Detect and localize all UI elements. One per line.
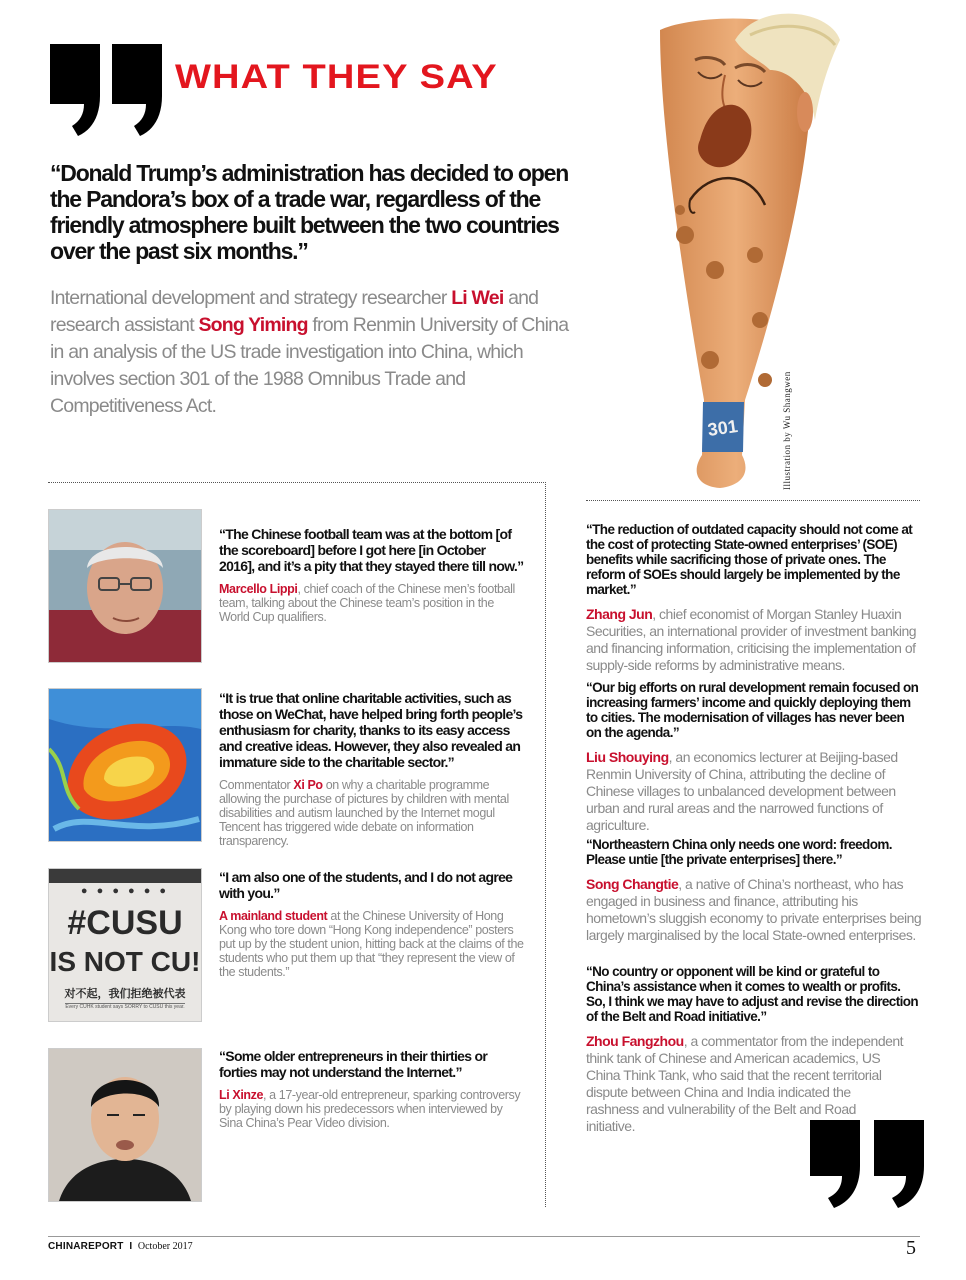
photo-cusu-poster: ● ● ● ● ● ● #CUSU IS NOT CU! 对不起，我们拒绝被代表 Every CUHK student says SORRY to CUSU this year. [48, 868, 202, 1022]
quote-item-liu-shouying [586, 680, 922, 834]
open-quote-mark-icon [48, 38, 166, 138]
photo-li-xinze [48, 1048, 202, 1202]
lead-attribution [50, 285, 585, 420]
quote-text: “The Chinese football team was at the bottom [of the scoreboard] before I got here [in October 2016], and it’s a pity that they stayed there till now.” [219, 526, 524, 574]
speaker-name: Liu Shouying [586, 749, 669, 765]
speaker-name-li-wei: Li Wei [451, 287, 504, 309]
quote-item-lippi [219, 526, 524, 624]
attribution-text: , chief economist of Morgan Stanley Huaxin Securities, an international provider of investment banking and financing information, criticising the implementation of supply-side reforms by administrative means. [586, 606, 917, 673]
bat-label-301: 301 [706, 416, 739, 441]
poster-line-4: Every CUHK student says SORRY to CUSU this year. [65, 1004, 185, 1010]
quote-item-li-xinze [219, 1048, 524, 1130]
quote-attribution [219, 778, 524, 848]
photo-marcello-lippi [48, 509, 202, 663]
quote-text: “It is true that online charitable activities, such as those on WeChat, have helped bring forth people’s enthusiasm for charity, thanks to its easy access and creative ideas. However, they also revealed an immature side to the charitable sector.” [219, 690, 523, 770]
quote-text: “The reduction of outdated capacity should not come at the cost of protecting State-owned enterprises’ (SOE) benefits while sacrificing those of private ones. The reform of SOEs should largely be implemented by the market.” [586, 522, 913, 597]
page-number: 5 [906, 1237, 916, 1259]
issue-date: October 2017 [137, 1241, 193, 1252]
quote-item-mainland-student [219, 869, 524, 979]
speaker-name: Zhou Fangzhou [586, 1033, 684, 1049]
speaker-name: Song Changtie [586, 876, 679, 892]
poster-line-2: IS NOT CU! [49, 946, 201, 977]
quote-item-song-changtie [586, 837, 922, 944]
attribution-text: Commentator [219, 778, 294, 792]
quote-text: “Some older entrepreneurs in their thirties or forties may not understand the Internet.” [219, 1048, 488, 1080]
column-divider [545, 482, 546, 1207]
speaker-name: Zhang Jun [586, 606, 653, 622]
attribution-text: , an economics lecturer at Beijing-based Renmin University of China, attributing the decline of Chinese villages to unbalanced development between urban and rural areas and the narrowed functions of agriculture. [586, 749, 898, 833]
close-quote-mark-icon [806, 1118, 928, 1210]
attribution-text: , a commentator from the independent think tank of Chinese and American academics, US China Think Tank, who said that the recent territorial dispute between China and India indicated the rashness and vulnerability of the Belt and Road initiative. [586, 1033, 904, 1134]
footer-separator: I [129, 1241, 133, 1252]
quote-text: “No country or opponent will be kind or grateful to China’s assistance when it comes to wealth or profits. So, I think we may have to adjust and revise the direction of the Belt and Road initiative.” [586, 964, 919, 1024]
lead-quote: “Donald Trump’s administration has decided to open the Pandora’s box of a trade war, regardless of the friendly atmosphere built between the two countries over the past six months.” [50, 160, 569, 264]
footer-rule [48, 1236, 920, 1237]
attribution-text: , a native of China’s northeast, who has engaged in business and finance, attributing his hometown’s sluggish economy to private enterprises being largely marginalised by the local State-owned enterprises. [586, 876, 922, 943]
lead-attr-text: from Renmin University of China in an analysis of the US trade investigation into China, which involves section 301 of the 1988 Omnibus Trade and Competitiveness Act. [50, 314, 569, 417]
right-column-top-divider [586, 500, 920, 501]
speaker-name-song-yiming: Song Yiming [198, 314, 308, 336]
attribution-text: on why a charitable programme allowing the purchase of pictures by children with mental disabilities and autism launched by the Internet mogul Tencent has triggered wide debate on information transparency. [219, 778, 509, 848]
poster-line-3: 对不起，我们拒绝被代表 [64, 988, 186, 1000]
quote-attribution [586, 606, 922, 674]
illustration-credit: Illustration by Wu Shangwen [782, 371, 792, 490]
trump-bat-illustration [640, 0, 870, 500]
quote-text: “I am also one of the students, and I do not agree with you.” [219, 869, 513, 901]
poster-line-1: #CUSU [67, 904, 183, 942]
publication-name: CHINAREPORT [48, 1241, 124, 1252]
speaker-name: Li Xinze [219, 1088, 264, 1102]
lead-attr-text: and research assistant [50, 287, 539, 336]
lead-attr-text: International development and strategy researcher [50, 287, 452, 309]
quote-item-zhou-fangzhou [586, 964, 922, 1135]
footer-publication [48, 1241, 193, 1252]
attribution-text: at the Chinese University of Hong Kong who tore down “Hong Kong independence” posters put up by the student union, hitting back at the claims of the students who put them up that “they represent the view of the students.” [219, 909, 524, 979]
quote-attribution [219, 909, 524, 979]
quote-attribution [586, 749, 922, 834]
quote-item-zhang-jun [586, 522, 922, 674]
quote-attribution [219, 1088, 524, 1130]
quote-text: “Our big efforts on rural development remain focused on increasing farmers’ income and quickly deploying them to cities. The modernisation of villages has never been on the agenda.” [586, 680, 919, 740]
speaker-name: Marcello Lippi [219, 582, 298, 596]
quote-attribution [219, 582, 524, 624]
quote-item-xi-po [219, 690, 524, 848]
attribution-text: , chief coach of the Chinese men’s football team, talking about the Chinese team’s position in the World Cup qualifiers. [219, 582, 515, 624]
attribution-text: , a 17-year-old entrepreneur, sparking controversy by playing down his predecessors when interviewed by Sina China’s Pear Video division. [219, 1088, 521, 1130]
photo-charity-painting [48, 688, 202, 842]
speaker-name: Xi Po [293, 778, 323, 792]
speaker-name: A mainland student [219, 909, 328, 923]
quote-text: “Northeastern China only needs one word: freedom. Please untie [the private enterprises] there.” [586, 837, 892, 867]
left-column-top-divider [48, 482, 546, 483]
section-title: WHAT THEY SAY [175, 58, 498, 96]
quote-attribution [586, 876, 922, 944]
